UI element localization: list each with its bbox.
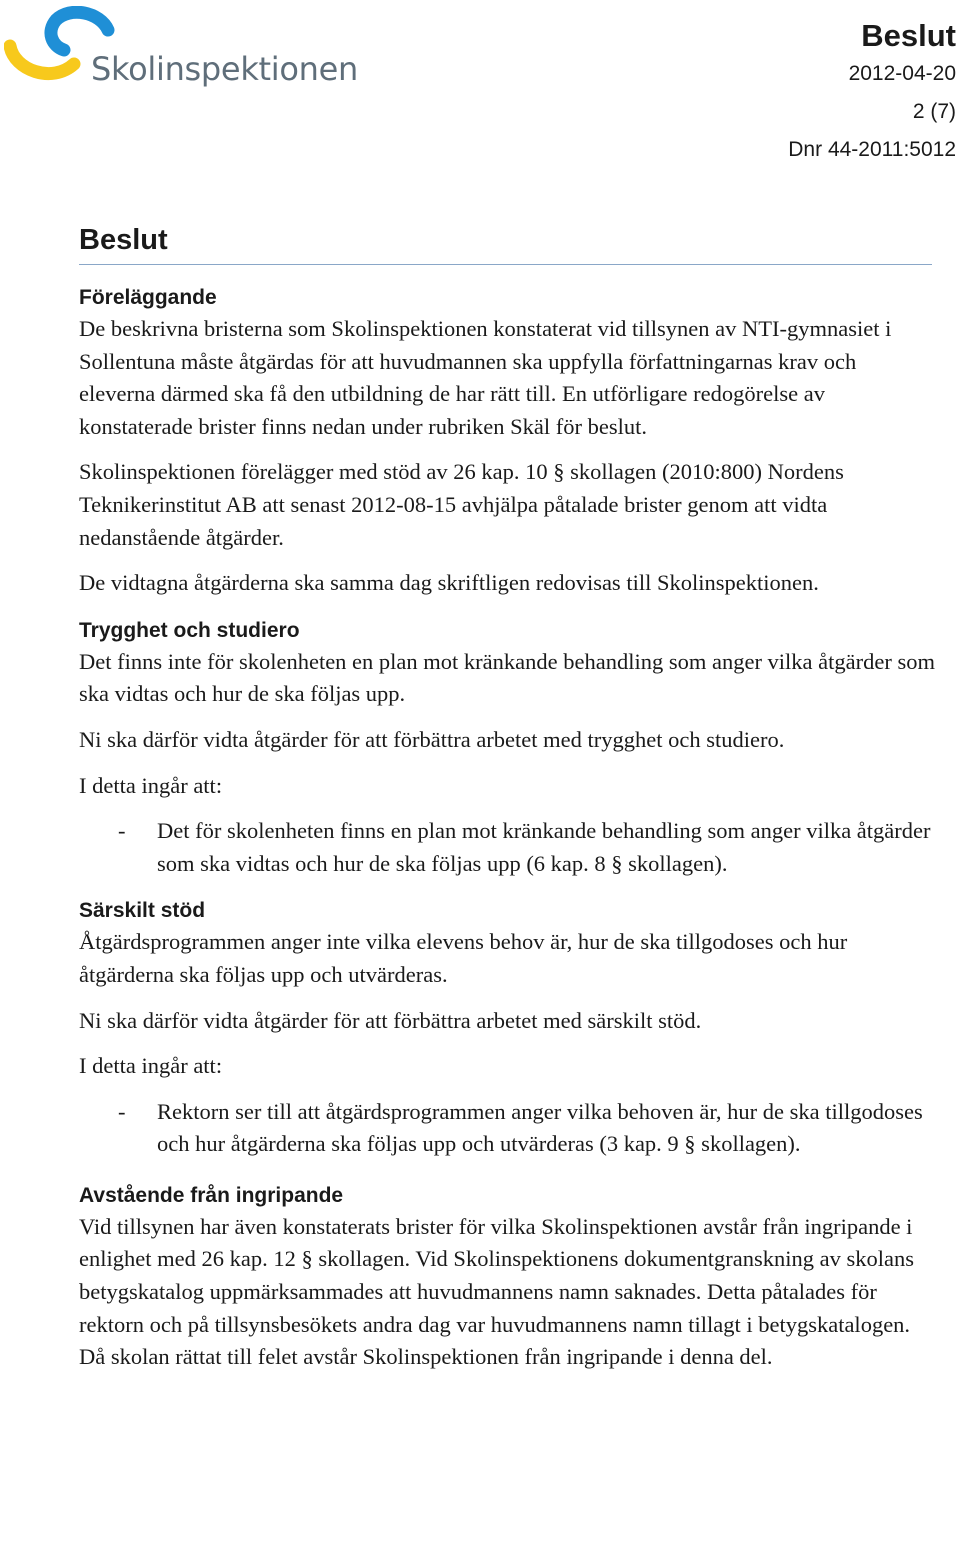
logo-text: Skolinspektionen: [91, 50, 359, 88]
paragraph: I detta ingår att:: [79, 772, 223, 798]
document-type: Beslut: [861, 18, 956, 53]
section-heading-avstaende: Avstående från ingripande: [79, 1183, 344, 1207]
paragraph: Ni ska därför vidta åtgärder för att förbättra arbetet med särskilt stöd.: [79, 1007, 702, 1033]
document-header: [788, 14, 956, 168]
skolinspektionen-logo: [4, 6, 359, 96]
section-heading-sarskilt-stod: Särskilt stöd: [79, 899, 206, 923]
list-item: [79, 1096, 935, 1161]
section-heading-trygghet: Trygghet och studiero: [79, 618, 300, 642]
paragraph: Ni ska därför vidta åtgärder för att förbättra arbetet med trygghet och studiero.: [79, 726, 785, 752]
paragraph: De vidtagna åtgärderna ska samma dag skriftligen redovisas till Skolinspektionen.: [79, 570, 819, 596]
page-number: 2 (7): [912, 100, 956, 123]
document-date: 2012-04-20: [848, 62, 956, 85]
list-dash: -: [118, 818, 126, 844]
list-dash: -: [118, 1098, 126, 1124]
section-heading-forelaggande: Föreläggande: [79, 286, 217, 309]
list-item-text: Det för skolenheten finns en plan mot kränkande behandling som anger vilka åtgärder som ska vidtas och hur de ska följas upp (6 kap. 8 § skollagen).: [157, 818, 931, 876]
page-title: Beslut: [79, 218, 932, 265]
paragraph: Vid tillsynen har även konstaterats brister för vilka Skolinspektionen avstår från ingripande i enlighet med 26 kap. 12 § skollagen. Vid Skolinspektionens dokumentgranskning av skolans betygskatalog uppmärksammades att huvudmannens namn saknades. Detta påtalades för rektorn och på tillsynsbesökets andra dag var huvudmannens namn tillagt i betygskatalogen. Då skolan rättat till felet avstår Skolinspektionen från ingripande i denna del.: [79, 1213, 915, 1370]
paragraph: Det finns inte för skolenheten en plan mot kränkande behandling som anger vilka åtgärder som ska vidtas och hur de ska följas upp.: [79, 648, 935, 707]
paragraph: Skolinspektionen förelägger med stöd av 26 kap. 10 § skollagen (2010:800) Nordens Teknikerinstitut AB att senast 2012-08-15 avhjälpa påtalade brister genom att vidta nedanstående åtgärder.: [79, 459, 844, 550]
paragraph: De beskrivna bristerna som Skolinspektionen konstaterat vid tillsynen av NTI-gymnasiet i Sollentuna måste åtgärdas för att huvudmannen ska uppfylla författningarnas krav och eleverna därmed ska få den utbildning de har rätt till. En utförligare redogörelse av konstaterade brister finns nedan under rubriken Skäl för beslut.: [79, 316, 892, 439]
paragraph: Åtgärdsprogrammen anger inte vilka elevens behov är, hur de ska tillgodoses och hur åtgärderna ska följas upp och utvärderas.: [79, 929, 848, 987]
list-item-text: Rektorn ser till att åtgärdsprogrammen anger vilka behoven är, hur de ska tillgodoses och hur åtgärderna ska följas upp och utvärderas (3 kap. 9 § skollagen).: [157, 1098, 923, 1157]
document-body: [79, 218, 935, 1374]
diary-number: Dnr 44-2011:5012: [788, 138, 956, 161]
paragraph: I detta ingår att:: [79, 1053, 223, 1079]
list-item: [79, 815, 935, 880]
